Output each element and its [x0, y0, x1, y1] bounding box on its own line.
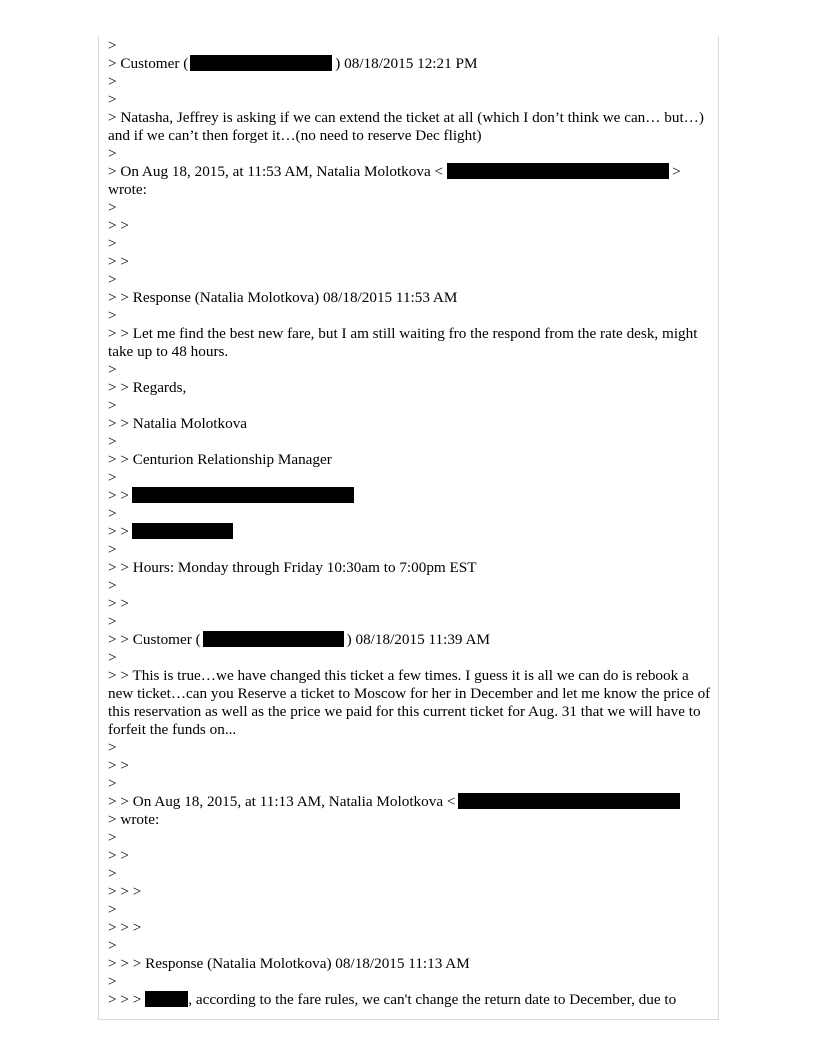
reply-header-line	[108, 793, 712, 811]
redacted-block	[458, 793, 680, 809]
email-thread	[108, 37, 712, 1009]
quote-line: >	[108, 901, 117, 918]
message-body: > > This is true…we have changed this ticket a few times. I guess it is all we can do is rebook a new ticket…can you Reserve a ticket to Moscow for her in December and let me know the price of this reservation as well as the price we paid for this current ticket for Aug. 31 that we will have to forfeit the funds on...	[108, 667, 711, 738]
quote-line: >	[108, 937, 117, 954]
header-prefix: > > Customer (	[108, 631, 201, 648]
header-prefix: > > On Aug 18, 2015, at 11:13 AM, Natalia Molotkova <	[108, 793, 456, 810]
message-body: > Natasha, Jeffrey is asking if we can extend the ticket at all (which I don’t think we can… but…) and if we can’t then forget it…(no need to reserve Dec flight)	[108, 109, 704, 144]
quote-line: >	[108, 577, 117, 594]
redacted-block	[203, 631, 344, 647]
quote-line: >	[108, 649, 117, 666]
header-prefix: > Customer (	[108, 55, 189, 72]
message-body-line	[108, 991, 712, 1009]
header-timestamp: ) 08/18/2015 11:39 AM	[346, 631, 490, 648]
quote-line: >	[108, 199, 117, 216]
quote-line: >	[108, 829, 117, 846]
message-text: , according to the fare rules, we can't change the return date to December, due to	[188, 991, 677, 1008]
quote-line: >	[108, 361, 117, 378]
quote-line: >	[108, 541, 117, 558]
signature-redacted-line	[108, 523, 712, 541]
customer-header-line	[108, 631, 712, 649]
quote-line: > >	[108, 757, 129, 774]
header-prefix: > On Aug 18, 2015, at 11:53 AM, Natalia Molotkova <	[108, 163, 444, 180]
quote-prefix: > >	[108, 487, 129, 504]
signoff-line: > > Regards,	[108, 379, 187, 396]
quote-line: >	[108, 613, 117, 630]
quote-line: >	[108, 973, 117, 990]
quote-line: >	[108, 397, 117, 414]
quote-line: >	[108, 505, 117, 522]
wrote-line: > wrote:	[108, 811, 160, 828]
quote-line: > >	[108, 847, 129, 864]
quote-line: > >	[108, 217, 129, 234]
quote-line: >	[108, 235, 117, 252]
quote-line: > > >	[108, 883, 142, 900]
response-header-line: > > Response (Natalia Molotkova) 08/18/2015 11:53 AM	[108, 289, 458, 306]
redacted-block	[190, 55, 332, 71]
message-body: > > Let me find the best new fare, but I am still waiting fro the respond from the rate desk, might take up to 48 hours.	[108, 325, 698, 360]
quote-prefix: > > >	[108, 991, 142, 1008]
reply-header-line	[108, 163, 712, 181]
quote-line: > >	[108, 595, 129, 612]
quote-line: >	[108, 739, 117, 756]
response-header-line: > > > Response (Natalia Molotkova) 08/18/2015 11:13 AM	[108, 955, 470, 972]
header-suffix: >	[672, 163, 681, 180]
quote-line: >	[108, 469, 117, 486]
quote-line: >	[108, 775, 117, 792]
quote-prefix: > >	[108, 523, 129, 540]
quote-line: >	[108, 91, 117, 108]
redacted-block	[447, 163, 669, 179]
quote-line: >	[108, 433, 117, 450]
wrote-line: wrote:	[108, 181, 147, 198]
redacted-block	[145, 991, 188, 1007]
quote-line: >	[108, 37, 117, 54]
redacted-block	[132, 487, 354, 503]
quote-line: > > >	[108, 919, 142, 936]
signature-redacted-line	[108, 487, 712, 505]
quote-line: >	[108, 865, 117, 882]
quote-line: >	[108, 271, 117, 288]
quote-line: >	[108, 145, 117, 162]
quote-line: >	[108, 307, 117, 324]
signature-title: > > Centurion Relationship Manager	[108, 451, 332, 468]
quote-line: >	[108, 73, 117, 90]
customer-header-line	[108, 55, 712, 73]
quote-line: > >	[108, 253, 129, 270]
redacted-block	[132, 523, 233, 539]
signature-name: > > Natalia Molotkova	[108, 415, 248, 432]
hours-line: > > Hours: Monday through Friday 10:30am to 7:00pm EST	[108, 559, 477, 576]
header-timestamp: ) 08/18/2015 12:21 PM	[335, 55, 478, 72]
